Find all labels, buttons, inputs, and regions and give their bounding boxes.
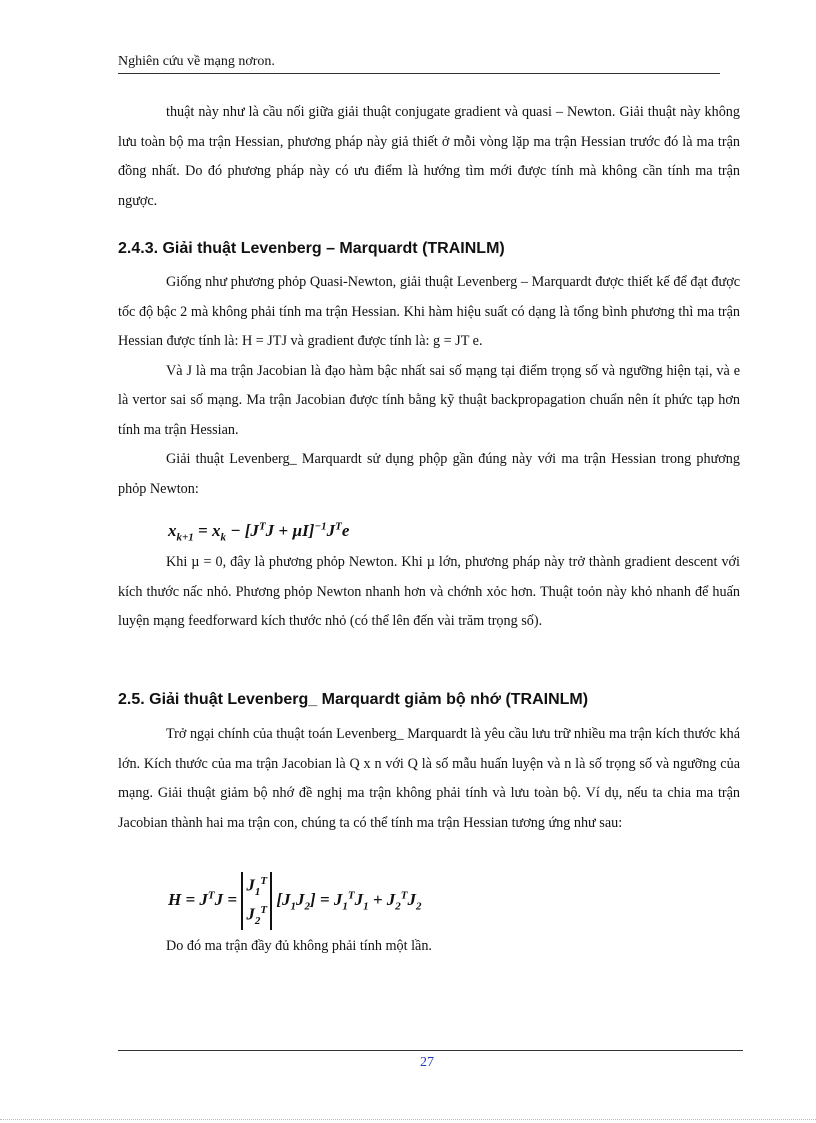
page-edge-dotted-line [0, 1119, 816, 1120]
footer-rule [118, 1050, 743, 1051]
page-number: 27 [420, 1055, 434, 1070]
equation-lm-update: $x_{k+1} = x_k - [J^TJ + \mu I]^{-1}J^Te$ [168, 520, 350, 544]
body-paragraph: Và J là ma trận Jacobian là đạo hàm bậc nhất sai số mạng tại điểm trọng số và ngưỡng hiện tại, và e là vertor sai số mạng. Ma trận Jacobian được tính bằng kỹ thuật backpropagation chuẩn nên ít phức tạp hơn tính ma trận Hessian. [118, 362, 740, 438]
body-paragraph: thuật này như là cầu nối giữa giải thuật conjugate gradient và quasi – Newton. Giải thuật này không lưu toàn bộ ma trận Hessian, phương pháp này giả thiết ở mỗi vòng lặp ma trận Hessian trước đó là ma trận đồng nhất. Do đó phương pháp này có ưu điểm là hướng tìm mới được tính mà không cần tính ma trận ngược. [118, 104, 740, 209]
body-paragraph: Giải thuật Levenberg_ Marquardt sử dụng phộp gần đúng này với ma trận Hessian trong phương phỏp Newton: [118, 451, 740, 497]
section-2-4-3 [118, 234, 740, 264]
section-2-4-3-body-2 [118, 548, 740, 637]
equation-hessian-split: $H = J^TJ = J_1^T$ $J_2^T$ $[J_1J_2] = J_1^TJ_1 + J_2^TJ_2$ [168, 872, 790, 930]
body-paragraph: Trở ngại chính của thuật toán Levenberg_ Marquardt là yêu cầu lưu trữ nhiều ma trận kích thước khá lớn. Kích thước của ma trận Jacobian là Q x n với Q là số mẫu huấn luyện và n là số trọng số và ngưỡng của mạng. Giải thuật giảm bộ nhớ đề nghị ma trận không phải tính và lưu toàn bộ. Ví dụ, nếu ta chia ma trận Jacobian thành hai ma trận con, chúng ta có thể tính ma trận Hessian tương ứng như sau: [118, 726, 740, 831]
running-header: Nghiên cứu về mạng nơron. [118, 54, 275, 69]
section-2-5 [118, 685, 740, 715]
body-paragraph: Giống như phương phỏp Quasi-Newton, giải thuật Levenberg – Marquardt được thiết kế để đạt được tốc độ bậc 2 mà không phải tính ma trận Hessian. Khi hàm hiệu suất có dạng là tổng bình phương thì ma trận Hessian được tính là: H = JTJ và gradient được tính là: g = JT e. [118, 274, 740, 349]
header-rule [118, 73, 720, 74]
section-2-4-3-body [118, 268, 740, 504]
section-heading: 2.5. Giải thuật Levenberg_ Marquardt giảm bộ nhớ (TRAINLM) [118, 691, 589, 708]
section-2-5-body-2 [118, 932, 740, 962]
section-heading: 2.4.3. Giải thuật Levenberg – Marquardt (TRAINLM) [118, 240, 505, 257]
body-paragraph: Do đó ma trận đầy đủ không phải tính một lần. [166, 938, 432, 954]
body-paragraph: Khi µ = 0, đây là phương phỏp Newton. Khi µ lớn, phương pháp này trở thành gradient descent với kích thước nấc nhỏ. Phương phỏp Newton nhanh hơn và chớnh xỏc hơn. Thuật toỏn này khỏ nhanh để huấn luyện mạng feedforward kích thước nhỏ (có thể lên đến vài trăm trọng số). [118, 554, 740, 629]
matrix-bracket: $J_1^T$ $J_2^T$ [241, 872, 272, 930]
intro-paragraph-block [118, 98, 740, 216]
section-2-5-body [118, 720, 740, 838]
